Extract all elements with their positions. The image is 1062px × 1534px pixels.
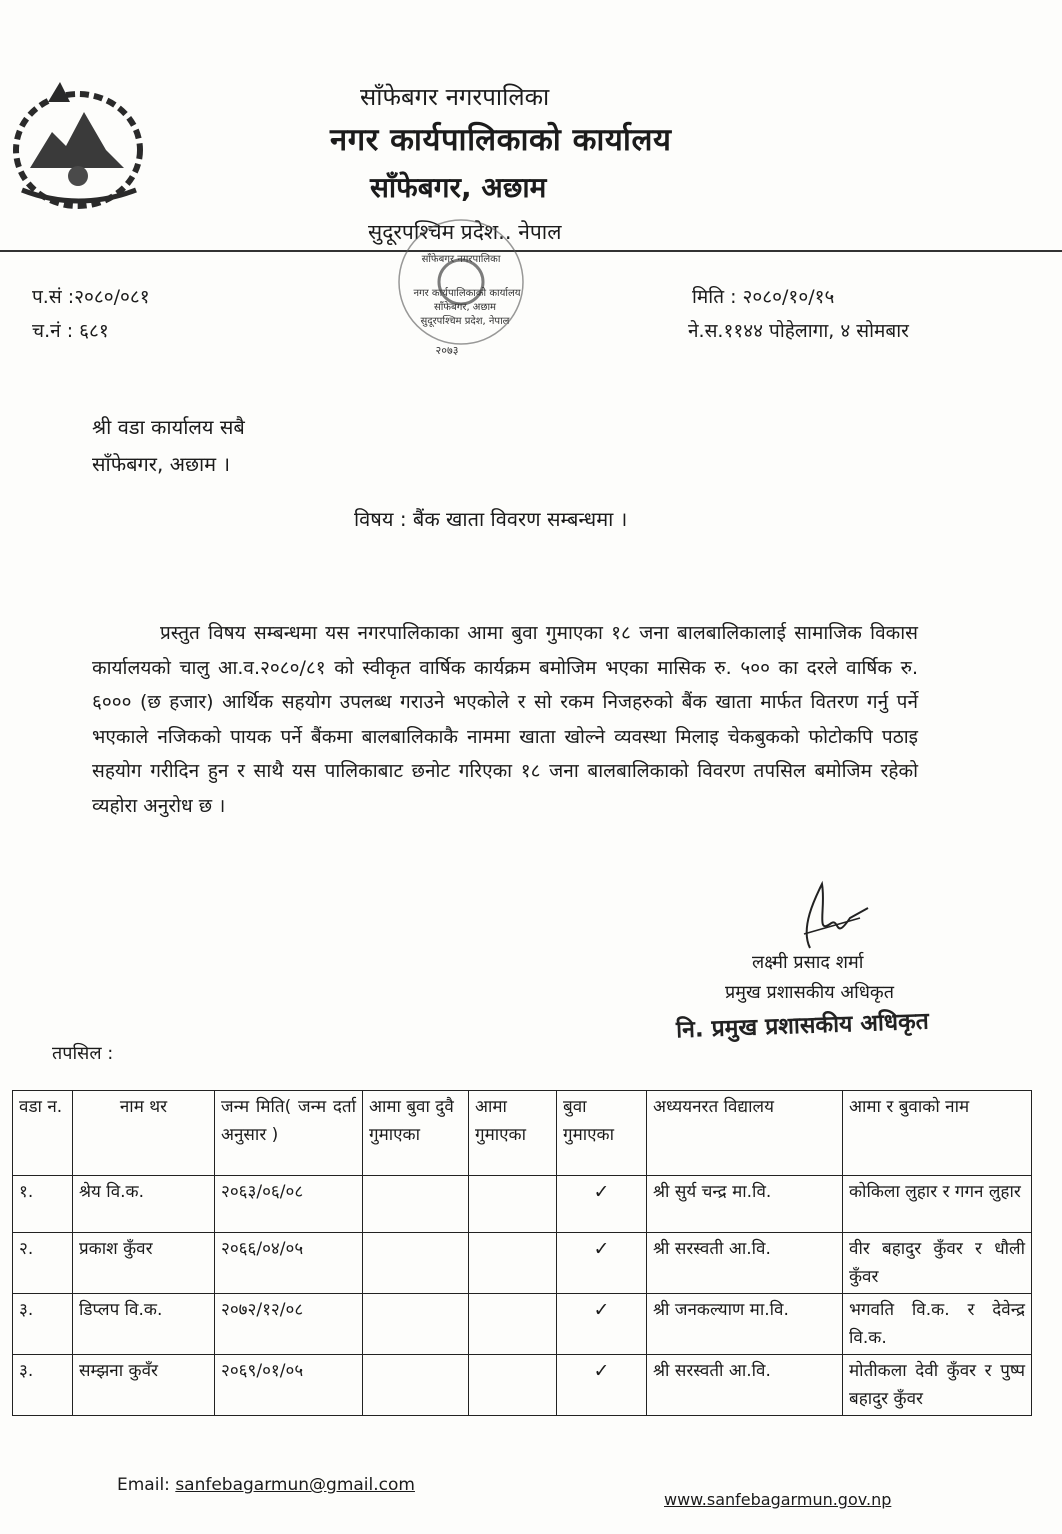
table-header-row xyxy=(13,1091,1032,1176)
officer-stamp: नि. प्रमुख प्रशासकीय अधिकृत xyxy=(675,1008,930,1044)
cell-mother-lost xyxy=(469,1294,557,1355)
seal-line-2: नगर कार्यपालिकाको कार्यालय xyxy=(413,288,521,299)
cell-parents: कोकिला लुहार र गगन लुहार xyxy=(843,1176,1032,1233)
seal-line-4: सुदूरपश्चिम प्रदेश, नेपाल xyxy=(420,316,510,327)
nepal-sambat-date: ने.स.११४४ पोहेलागा, ४ सोमबार xyxy=(688,320,909,342)
seal-line-3: साँफेबगर, अछाम xyxy=(433,302,497,313)
header-name: नाम थर xyxy=(73,1091,215,1176)
letter-date: मिति : २०८०/१०/१५ xyxy=(692,286,835,308)
header-both-lost: आमा बुवा दुवै गुमाएका xyxy=(363,1091,469,1176)
recipient-line-1: श्री वडा कार्यालय सबै xyxy=(92,415,245,439)
cell-dob: २०६३/०६/०८ xyxy=(215,1176,363,1233)
email-link[interactable]: sanfebagarmun@gmail.com xyxy=(175,1475,415,1495)
check-mark-icon: ✓ xyxy=(557,1294,647,1355)
office-seal xyxy=(385,212,537,364)
check-mark-icon: ✓ xyxy=(557,1233,647,1294)
cell-school: श्री सुर्य चन्द्र मा.वि. xyxy=(647,1176,843,1233)
cell-mother-lost xyxy=(469,1176,557,1233)
cell-dob: २०६६/०४/०५ xyxy=(215,1233,363,1294)
header-father-lost: बुवा गुमाएका xyxy=(557,1091,647,1176)
check-mark-icon: ✓ xyxy=(557,1176,647,1233)
signatory-title: प्रमुख प्रशासकीय अधिकृत xyxy=(725,982,894,1003)
cell-parents: वीर बहादुर कुँवर र धौली कुँवर xyxy=(843,1233,1032,1294)
cell-school: श्री जनकल्याण मा.वि. xyxy=(647,1294,843,1355)
cell-both-lost xyxy=(363,1176,469,1233)
seal-line-1: साँफेबगर नगरपालिका xyxy=(421,254,501,265)
reference-number: प.सं :२०८०/०८१ xyxy=(32,286,150,308)
footer-email xyxy=(117,1475,415,1495)
letter-subject: विषय : बैंक खाता विवरण सम्बन्धमा । xyxy=(354,507,628,531)
province-name: सुदूरपश्चिम प्रदेश.. नेपाल xyxy=(368,220,562,244)
cell-dob: २०६९/०१/०५ xyxy=(215,1355,363,1416)
header-mother-lost: आमा गुमाएका xyxy=(469,1091,557,1176)
dispatch-number: च.नं : ६८१ xyxy=(32,320,109,342)
table-row xyxy=(13,1233,1032,1294)
cell-both-lost xyxy=(363,1233,469,1294)
cell-ward: १. xyxy=(13,1176,73,1233)
nepal-emblem-logo xyxy=(0,72,158,222)
cell-name: डिप्लप वि.क. xyxy=(73,1294,215,1355)
check-mark-icon: ✓ xyxy=(557,1355,647,1416)
cell-ward: ३. xyxy=(13,1294,73,1355)
cell-school: श्री सरस्वती आ.वि. xyxy=(647,1233,843,1294)
letter-body: प्रस्तुत विषय सम्बन्धमा यस नगरपालिकाका आमा बुवा गुमाएका १८ जना बालबालिकालाई सामाजिक विकास कार्यालयको चालु आ.व.२०८०/८१ को स्वीकृत वार्षिक कार्यक्रम बमोजिम भएका मासिक रु. ५०० का दरले वार्षिक रु. ६००० (छ हजार) आर्थिक सहयोग उपलब्ध गराउने भएकोले र सो रकम निजहरुको बैंक खाता मार्फत वितरण गर्नु पर्ने भएकाले नजिकको पायक पर्ने बैंकमा बालबालिकाकै नाममा खाता खोल्ने व्यवस्था मिलाइ चेकबुकको फोटोकपि पठाइ सहयोग गरीदिन हुन र साथै यस पालिकाबाट छनोट गरिएका १८ जना बालबालिकाको विवरण तपसिल बमोजिम रहेको व्यहोरा अनुरोध छ । xyxy=(92,622,918,817)
email-label: Email: xyxy=(117,1475,170,1495)
municipality-name: साँफेबगर नगरपालिका xyxy=(360,83,550,111)
cell-name: प्रकाश कुँवर xyxy=(73,1233,215,1294)
footer-website xyxy=(664,1490,891,1509)
cell-ward: २. xyxy=(13,1233,73,1294)
cell-mother-lost xyxy=(469,1233,557,1294)
cell-ward: ३. xyxy=(13,1355,73,1416)
cell-parents: भगवति वि.क. र देवेन्द्र वि.क. xyxy=(843,1294,1032,1355)
header-dob: जन्म मिति( जन्म दर्ता अनुसार ) xyxy=(215,1091,363,1176)
header-parents: आमा र बुवाको नाम xyxy=(843,1091,1032,1176)
cell-both-lost xyxy=(363,1355,469,1416)
handwritten-signature xyxy=(760,878,900,958)
cell-mother-lost xyxy=(469,1355,557,1416)
table-label: तपसिल : xyxy=(52,1043,114,1064)
cell-school: श्री सरस्वती आ.वि. xyxy=(647,1355,843,1416)
header-ward: वडा न. xyxy=(13,1091,73,1176)
seal-year: २०७३ xyxy=(435,344,459,357)
office-location: साँफेबगर, अछाम xyxy=(370,171,547,204)
cell-both-lost xyxy=(363,1294,469,1355)
website-link[interactable]: www.sanfebagarmun.gov.np xyxy=(664,1490,892,1509)
signatory-name: लक्ष्मी प्रसाद शर्मा xyxy=(752,952,864,973)
table-row xyxy=(13,1176,1032,1233)
cell-parents: मोतीकला देवी कुँवर र पुष्प बहादुर कुँवर xyxy=(843,1355,1032,1416)
cell-dob: २०७२/१२/०८ xyxy=(215,1294,363,1355)
beneficiary-table xyxy=(12,1090,1032,1416)
cell-name: सम्झना कुवँर xyxy=(73,1355,215,1416)
office-name: नगर कार्यपालिकाको कार्यालय xyxy=(330,122,672,158)
cell-name: श्रेय वि.क. xyxy=(73,1176,215,1233)
header-school: अध्ययनरत विद्यालय xyxy=(647,1091,843,1176)
table-row xyxy=(13,1355,1032,1416)
table-row xyxy=(13,1294,1032,1355)
recipient-line-2: साँफेबगर, अछाम । xyxy=(92,452,231,476)
